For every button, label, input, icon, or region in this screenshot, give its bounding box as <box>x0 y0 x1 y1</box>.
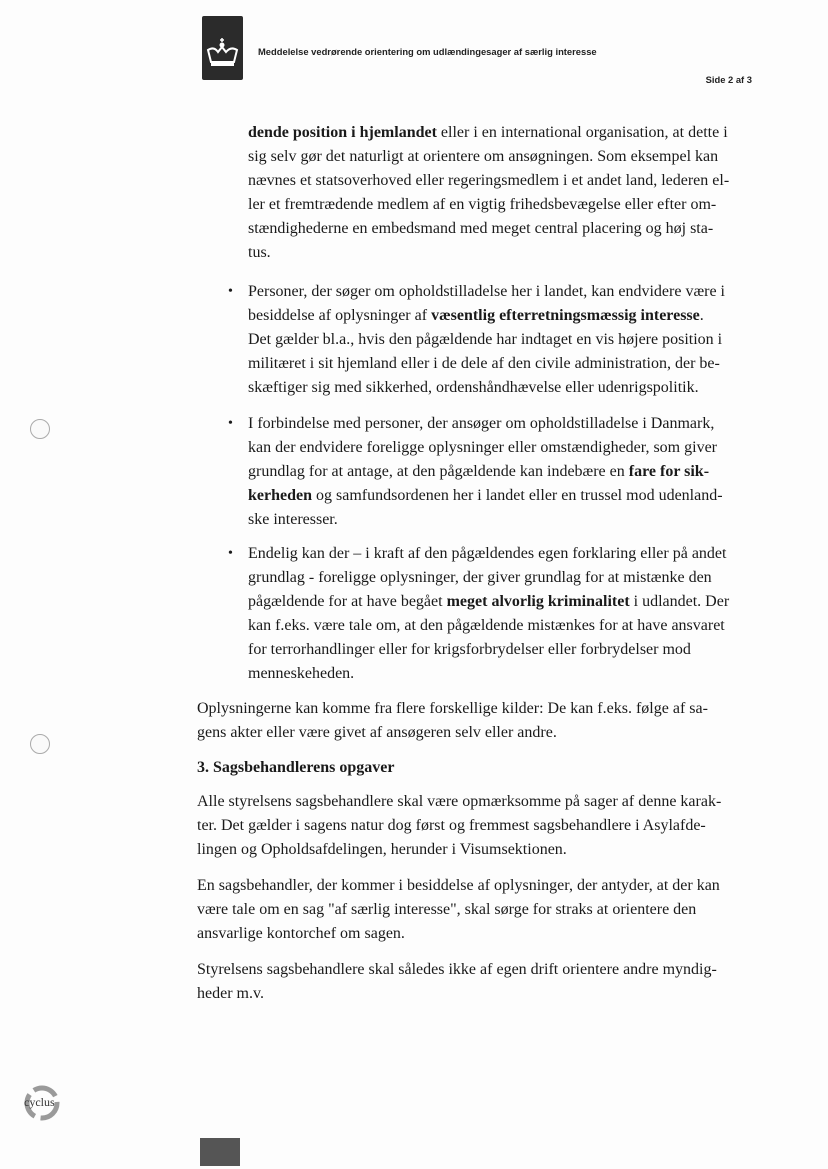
text: være tale om en sag "af særlig interesse", skal sørge for straks at orientere den <box>197 901 697 918</box>
text-line <box>248 121 729 145</box>
text: besiddelse af oplysninger af <box>248 307 432 324</box>
text-line <box>248 542 729 566</box>
text-line <box>248 241 729 265</box>
text-line <box>197 697 708 721</box>
text-line <box>197 982 717 1006</box>
bold-text: væsentlig efterretningsmæssig interesse <box>431 307 700 324</box>
bullet-icon: • <box>228 416 233 431</box>
paragraph <box>197 958 717 1006</box>
text: I forbindelse med personer, der ansøger om opholdstilladelse i Danmark, <box>248 415 715 432</box>
text-line <box>248 328 725 352</box>
text-line <box>197 874 720 898</box>
text: Oplysningerne kan komme fra flere forskellige kilder: De kan f.eks. følge af sa- <box>197 700 708 717</box>
section-heading <box>197 756 395 780</box>
text-line <box>197 721 708 745</box>
text: kan der endvidere foreligge oplysninger eller omstændigheder, som giver <box>248 439 717 456</box>
bullet-item <box>228 412 723 532</box>
text: En sagsbehandler, der kommer i besiddelse af oplysninger, der antyder, at der kan <box>197 877 720 894</box>
text-line <box>248 614 729 638</box>
text-line <box>197 756 395 780</box>
text-line <box>248 352 725 376</box>
text: Endelig kan der – i kraft af den pågældendes egen forklaring eller på andet <box>248 545 727 562</box>
text: Personer, der søger om opholdstilladelse her i landet, kan endvidere være i <box>248 283 725 300</box>
text-line <box>197 958 717 982</box>
punch-hole <box>30 734 50 754</box>
text: stændighederne en embedsmand med meget central placering og høj sta- <box>248 220 714 237</box>
text-line <box>248 145 729 169</box>
text-line <box>248 590 729 614</box>
text: eller i en international organisation, at dette i <box>436 124 728 141</box>
text-line <box>248 484 723 508</box>
paragraph <box>197 697 708 745</box>
text: nævnes et statsoverhoved eller regeringsmedlem i et andet land, lederen el- <box>248 172 730 189</box>
text-line <box>248 169 729 193</box>
text: skæftiger sig med sikkerhed, ordenshåndhævelse eller udenrigspolitik. <box>248 379 699 396</box>
text: lingen og Opholdsafdelingen, herunder i Visumsektionen. <box>197 841 567 858</box>
text-line <box>248 638 729 662</box>
text: ske interesser. <box>248 511 338 528</box>
bullet-item <box>228 542 730 686</box>
text-line <box>248 460 723 484</box>
text-line <box>197 898 720 922</box>
text: for terrorhandlinger eller for krigsforbrydelser eller forbrydelser mod <box>248 641 691 658</box>
punch-hole <box>30 419 50 439</box>
cyclus-logo-text: cyclus <box>24 1095 55 1109</box>
text: tus. <box>248 244 271 261</box>
text: ler et fremtrædende medlem af en vigtig frihedsbevægelse eller efter om- <box>248 196 717 213</box>
page-number: Side 2 af 3 <box>705 74 752 85</box>
text: grundlag - foreligge oplysninger, der giver grundlag for at mistænke den <box>248 569 712 586</box>
paragraph <box>197 790 721 862</box>
text-line <box>248 304 725 328</box>
text: ter. Det gælder i sagens natur dog først og fremmest sagsbehandlere i Asylafde- <box>197 817 706 834</box>
text-line <box>248 193 729 217</box>
text-line <box>197 838 721 862</box>
text-line <box>248 412 723 436</box>
bold-text: 3. Sagsbehandlerens opgaver <box>197 759 395 776</box>
text-line <box>248 662 729 686</box>
bullet-icon: • <box>228 284 233 299</box>
paragraph <box>248 121 729 265</box>
text-line <box>248 376 725 400</box>
crown-icon <box>206 38 239 68</box>
bold-text: kerheden <box>248 487 312 504</box>
bold-text: meget alvorlig kriminalitet <box>446 593 630 610</box>
text-line <box>197 814 721 838</box>
text: heder m.v. <box>197 985 264 1002</box>
crown-logo <box>202 16 243 80</box>
bold-text: dende position i hjemlandet <box>248 124 437 141</box>
bullet-item <box>228 280 725 400</box>
text: og samfundsordenen her i landet eller en trussel mod udenland- <box>312 487 723 504</box>
text: Alle styrelsens sagsbehandlere skal være opmærksomme på sager af denne karak- <box>197 793 722 810</box>
text-line <box>248 566 729 590</box>
text-line <box>197 790 721 814</box>
text: Det gælder bl.a., hvis den pågældende har indtaget en vis højere position i <box>248 331 723 348</box>
text: kan f.eks. være tale om, at den pågældende mistænkes for at have ansvaret <box>248 617 725 634</box>
footer-mark <box>200 1138 240 1166</box>
cyclus-logo <box>22 1083 62 1123</box>
text-line <box>197 922 720 946</box>
text: sig selv gør det naturligt at orientere om ansøgningen. Som eksempel kan <box>248 148 719 165</box>
text: . <box>699 307 704 324</box>
text: Styrelsens sagsbehandlere skal således ikke af egen drift orientere andre myndig- <box>197 961 717 978</box>
text: pågældende for at have begået <box>248 593 447 610</box>
text-line <box>248 280 725 304</box>
text: militæret i sit hjemland eller i de dele af den civile administration, der be- <box>248 355 720 372</box>
text: menneskeheden. <box>248 665 355 682</box>
text: i udlandet. Der <box>629 593 730 610</box>
bullet-icon: • <box>228 546 233 561</box>
paragraph <box>197 874 720 946</box>
text-line <box>248 436 723 460</box>
text: grundlag for at antage, at den pågældende kan indebære en <box>248 463 629 480</box>
document-header-title: Meddelelse vedrørende orientering om udlændingesager af særlig interesse <box>258 46 597 57</box>
text: ansvarlige kontorchef om sagen. <box>197 925 405 942</box>
text: gens akter eller være givet af ansøgeren selv eller andre. <box>197 724 557 741</box>
bold-text: fare for sik- <box>628 463 710 480</box>
text-line <box>248 217 729 241</box>
text-line <box>248 508 723 532</box>
